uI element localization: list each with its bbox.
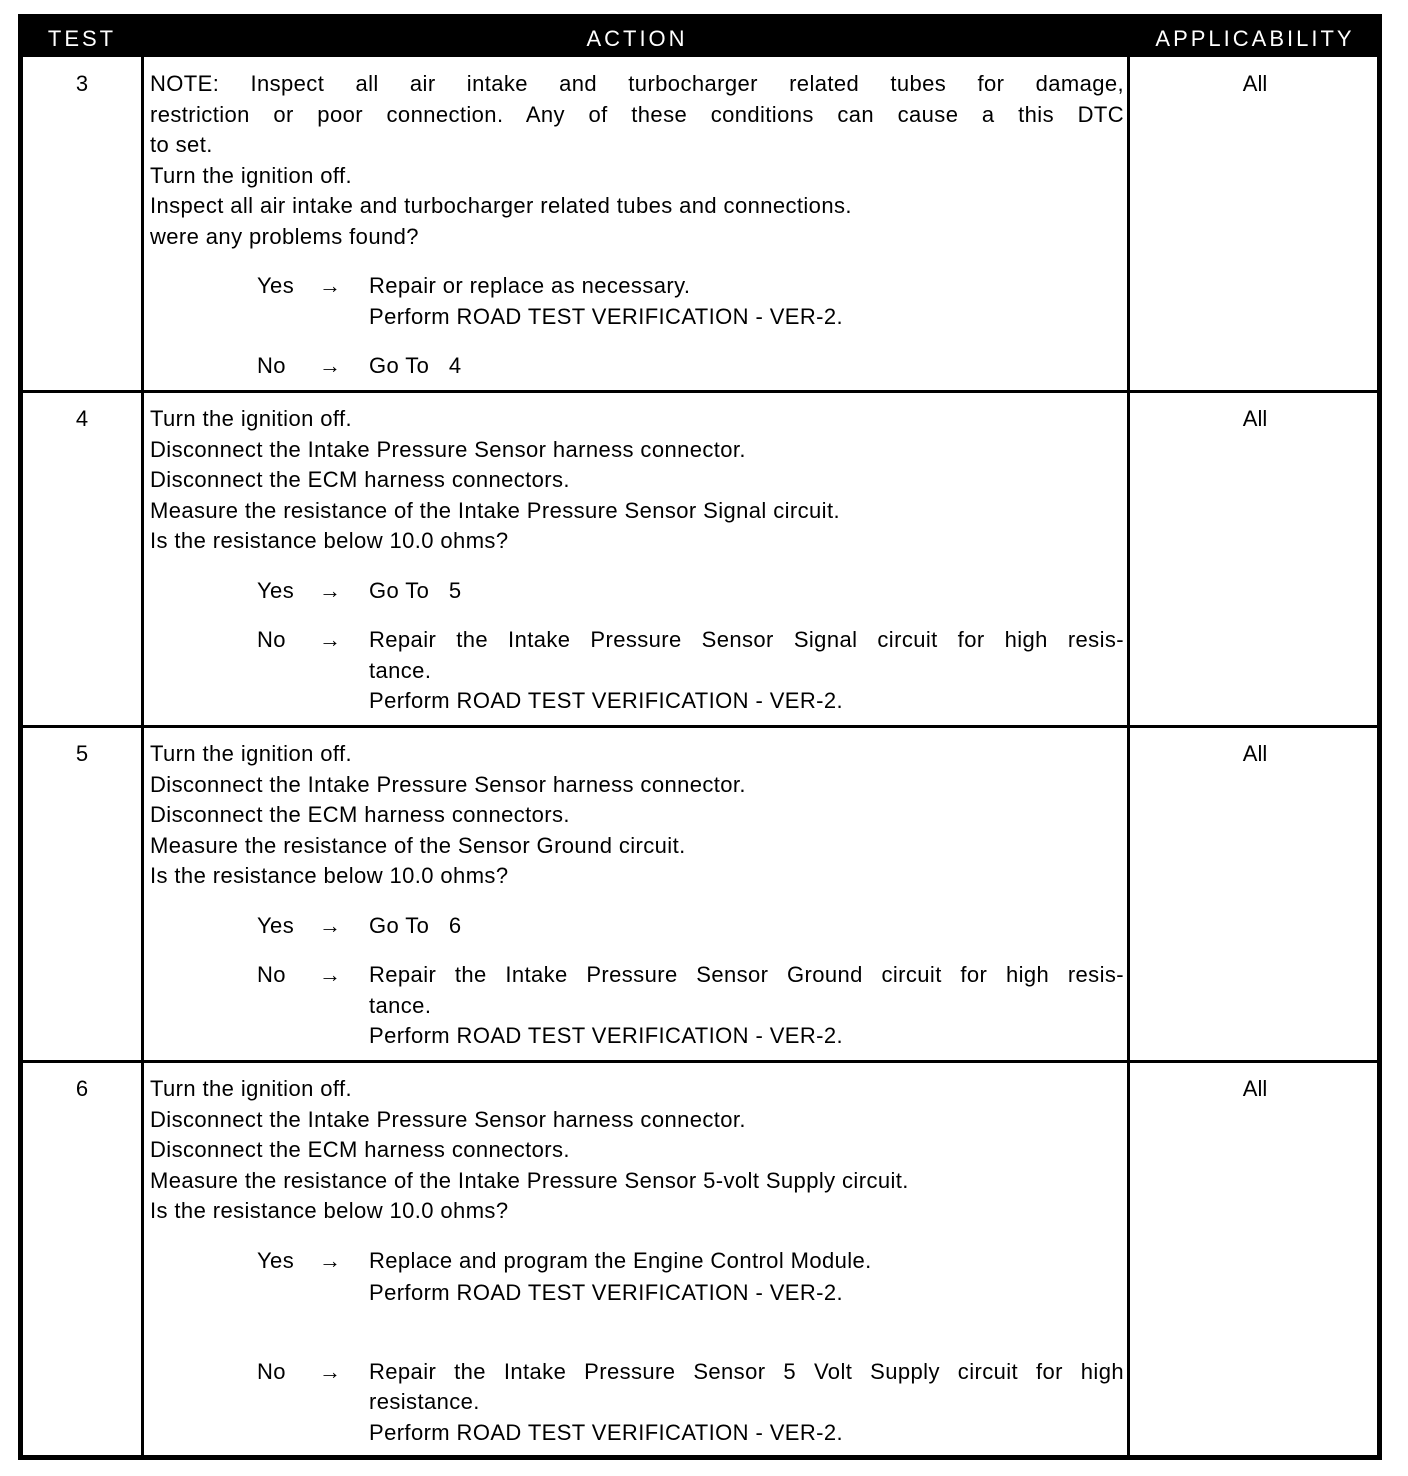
- result-line: Repair the Intake Pressure Sensor 5 Volt Supply circuit for high: [369, 1358, 1124, 1384]
- yes-result: [257, 911, 1124, 942]
- right-arrow-icon: →: [319, 577, 342, 603]
- no-result: [257, 351, 1124, 382]
- result-line: tance.: [369, 657, 432, 683]
- action-line: Disconnect the Intake Pressure Sensor harness connector.: [150, 436, 746, 462]
- action-text: [150, 1074, 1124, 1448]
- no-result: [257, 625, 1124, 717]
- action-line: restriction or poor connection. Any of these conditions can cause a this DTC: [150, 101, 1124, 127]
- result-line: resistance.: [369, 1389, 480, 1414]
- diagnostic-test-table: [18, 14, 1382, 1460]
- result-line: Go To 5: [369, 577, 462, 603]
- right-arrow-icon: →: [319, 912, 342, 938]
- test-number: 3: [75, 71, 89, 96]
- action-line: Disconnect the ECM harness connectors.: [150, 467, 570, 492]
- action-line: Measure the resistance of the Intake Pressure Sensor Signal circuit.: [150, 497, 840, 523]
- test-number: 5: [75, 741, 89, 766]
- applicability-value: All: [1242, 406, 1268, 431]
- result-line: Repair or replace as necessary.: [369, 273, 691, 298]
- right-arrow-icon: →: [319, 1247, 342, 1273]
- no-label: No: [257, 1358, 286, 1384]
- no-result: [257, 1357, 1124, 1449]
- right-arrow-icon: →: [319, 273, 342, 298]
- action-line: Measure the resistance of the Sensor Ground circuit.: [150, 832, 686, 858]
- header-applicability: APPLICABILITY: [1155, 26, 1355, 51]
- result-line: Replace and program the Engine Control Module.: [369, 1247, 872, 1273]
- action-line: Measure the resistance of the Intake Pressure Sensor 5-volt Supply circuit.: [150, 1167, 909, 1193]
- test-number: 4: [75, 406, 89, 431]
- result-line: Repair the Intake Pressure Sensor Ground circuit for high resis-: [369, 962, 1124, 987]
- header-action: ACTION: [586, 26, 688, 51]
- no-label: No: [257, 962, 286, 987]
- action-line: Is the resistance below 10.0 ohms?: [150, 863, 509, 888]
- action-line: Disconnect the ECM harness connectors.: [150, 1137, 570, 1162]
- action-line: Disconnect the Intake Pressure Sensor harness connector.: [150, 1106, 746, 1132]
- result-line: Perform ROAD TEST VERIFICATION - VER-2.: [369, 688, 844, 713]
- test-number: 6: [75, 1076, 89, 1101]
- action-line: Is the resistance below 10.0 ohms?: [150, 528, 509, 553]
- result-line: Perform ROAD TEST VERIFICATION - VER-2.: [369, 303, 844, 329]
- row-divider: [23, 1060, 1377, 1063]
- result-line: Go To 4: [369, 353, 462, 378]
- right-arrow-icon: →: [319, 627, 342, 652]
- result-line: Repair the Intake Pressure Sensor Signal circuit for high resis-: [369, 627, 1124, 652]
- result-line: tance.: [369, 992, 432, 1018]
- row-divider: [23, 725, 1377, 728]
- applicability-value: All: [1242, 71, 1268, 96]
- action-line: Disconnect the Intake Pressure Sensor harness connector.: [150, 771, 746, 797]
- action-line: Inspect all air intake and turbocharger related tubes and connections.: [150, 193, 852, 218]
- yes-label: Yes: [257, 273, 295, 298]
- column-divider-test: [141, 57, 144, 1455]
- column-divider-applicability: [1127, 57, 1130, 1455]
- applicability-value: All: [1242, 1076, 1268, 1101]
- yes-result: [257, 1246, 1124, 1309]
- no-result: [257, 960, 1124, 1052]
- result-line: Perform ROAD TEST VERIFICATION - VER-2.: [369, 1023, 844, 1048]
- table-header: [23, 19, 1377, 57]
- action-line: Turn the ignition off.: [150, 1076, 353, 1101]
- action-text: [150, 404, 1124, 717]
- row-divider: [23, 390, 1377, 393]
- action-line: Disconnect the ECM harness connectors.: [150, 802, 570, 827]
- action-line: were any problems found?: [150, 223, 419, 249]
- applicability-value: All: [1242, 741, 1268, 766]
- action-line: NOTE: Inspect all air intake and turbocharger related tubes for damage,: [150, 71, 1124, 96]
- action-line: to set.: [150, 132, 213, 157]
- result-line: Perform ROAD TEST VERIFICATION - VER-2.: [369, 1280, 844, 1305]
- yes-label: Yes: [257, 1247, 295, 1273]
- action-text: [150, 739, 1124, 1052]
- yes-result: [257, 271, 1124, 332]
- result-line: Go To 6: [369, 912, 462, 938]
- action-text: [150, 69, 1124, 382]
- no-label: No: [257, 353, 286, 378]
- right-arrow-icon: →: [319, 1358, 342, 1384]
- action-line: Turn the ignition off.: [150, 741, 353, 766]
- result-line: Perform ROAD TEST VERIFICATION - VER-2.: [369, 1419, 844, 1445]
- header-test: TEST: [47, 26, 117, 51]
- yes-label: Yes: [257, 912, 295, 938]
- no-label: No: [257, 627, 286, 652]
- action-line: Is the resistance below 10.0 ohms?: [150, 1198, 509, 1223]
- action-line: Turn the ignition off.: [150, 406, 353, 431]
- yes-result: [257, 576, 1124, 607]
- yes-label: Yes: [257, 577, 295, 603]
- right-arrow-icon: →: [319, 962, 342, 987]
- action-line: Turn the ignition off.: [150, 162, 353, 188]
- right-arrow-icon: →: [319, 353, 342, 378]
